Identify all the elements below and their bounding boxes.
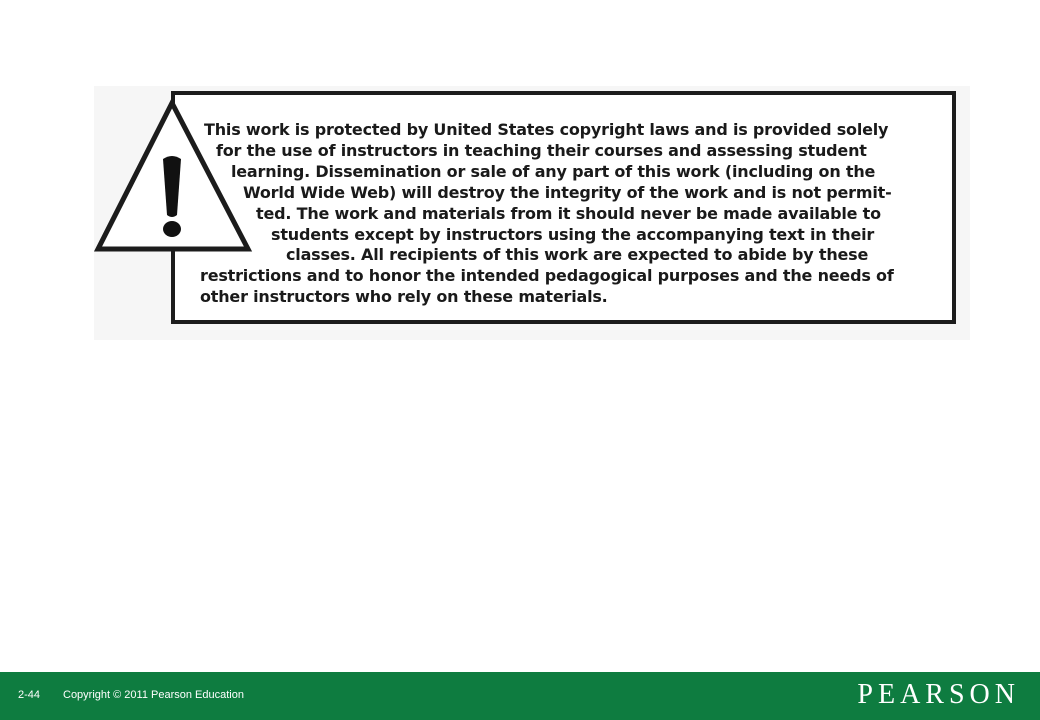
notice-line: ted. The work and materials from it should never be made available to — [256, 204, 881, 223]
footer-bar — [0, 672, 1040, 720]
notice-line: students except by instructors using the accompanying text in their — [271, 225, 875, 244]
copyright-text: Copyright © 2011 Pearson Education — [63, 689, 244, 701]
notice-line: This work is protected by United States copyright laws and is provided solely — [204, 120, 889, 139]
notice-line: learning. Dissemination or sale of any part of this work (including on the — [231, 162, 876, 181]
slide-number: 2-44 — [18, 689, 41, 701]
notice-line: other instructors who rely on these materials. — [200, 287, 608, 306]
pearson-logo: PEARSON — [857, 679, 1020, 710]
notice-line: classes. All recipients of this work are expected to abide by these — [286, 245, 869, 264]
notice-line: World Wide Web) will destroy the integrity of the work and is not permit- — [243, 183, 892, 202]
notice-line: for the use of instructors in teaching their courses and assessing student — [216, 141, 867, 160]
notice-line: restrictions and to honor the intended pedagogical purposes and the needs of — [200, 266, 894, 285]
